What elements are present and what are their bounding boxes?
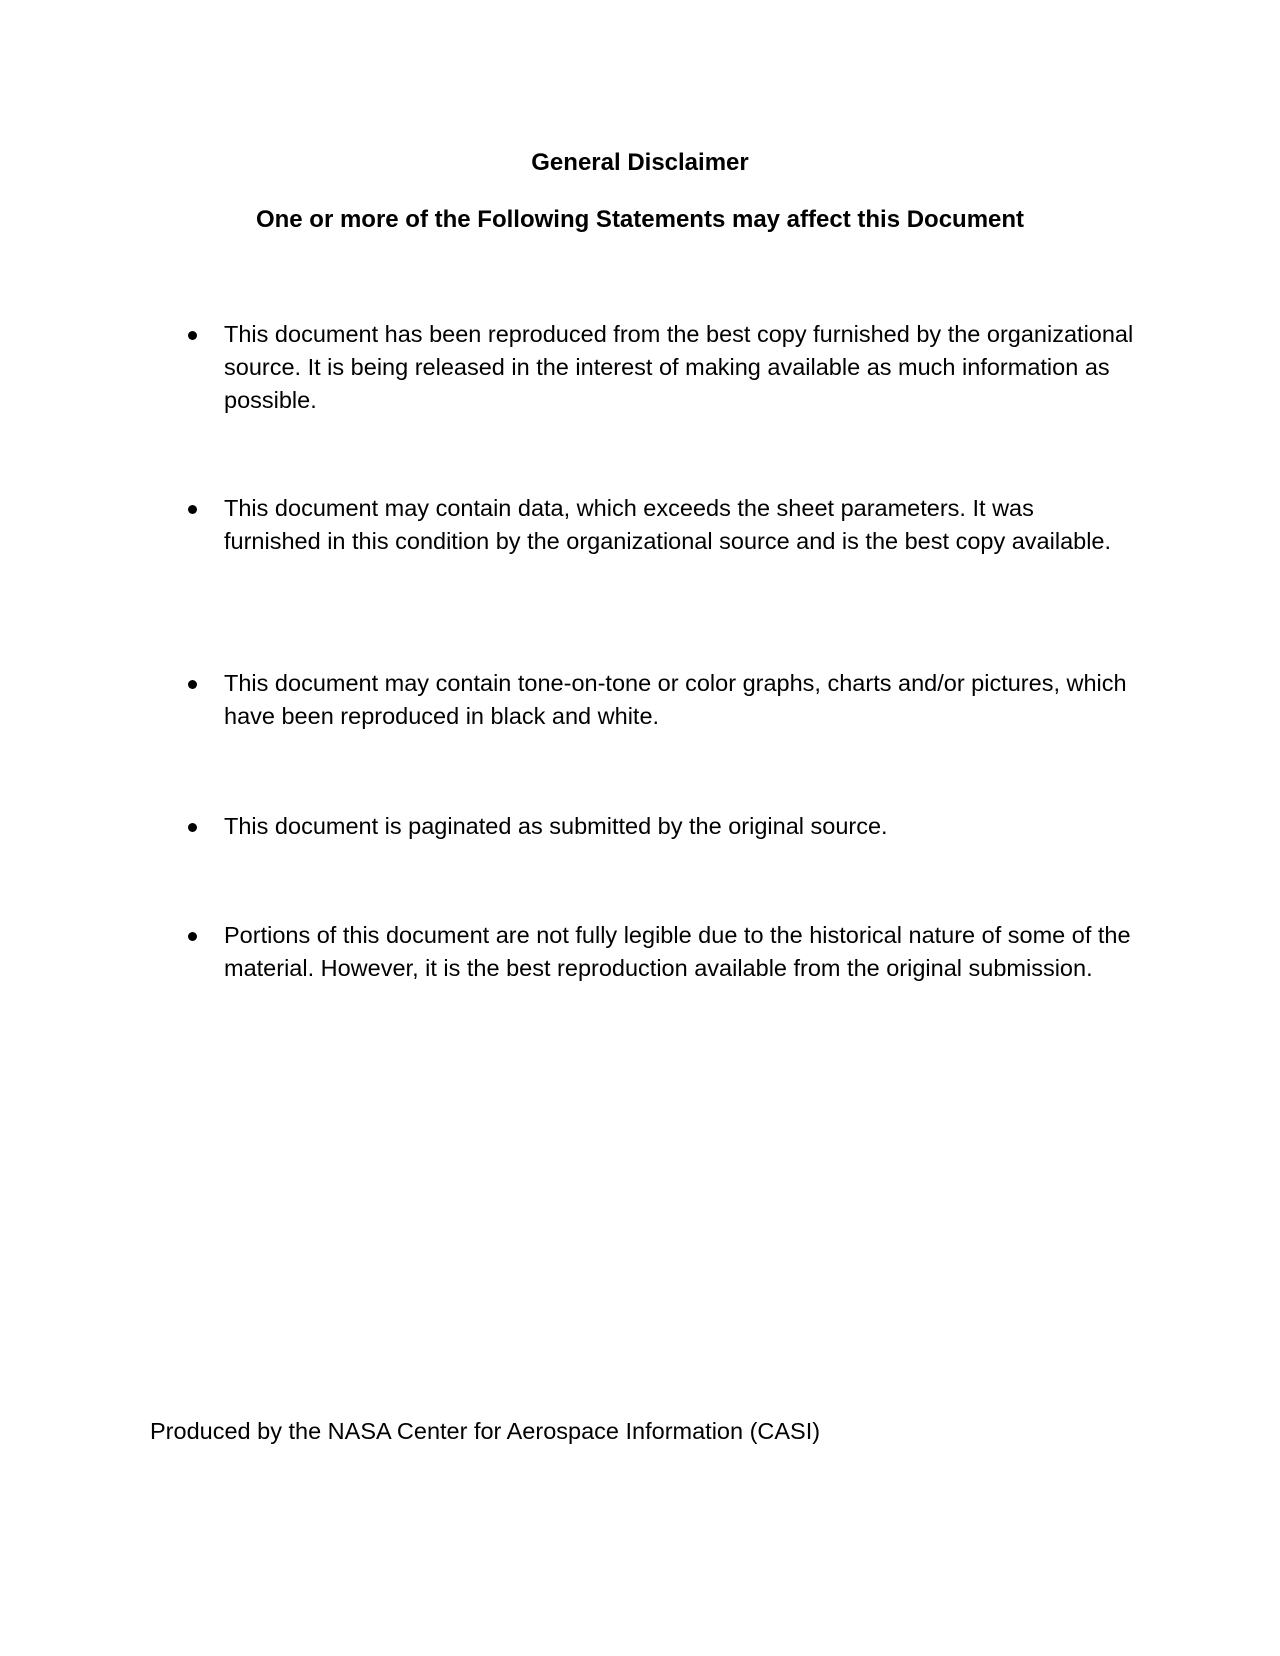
statement-text: This document is paginated as submitted by the original source. bbox=[224, 813, 888, 839]
statement-text: This document has been reproduced from the best copy furnished by the organizational source. It is being released in the interest of making available as much information as possible. bbox=[224, 321, 1134, 413]
bullet-icon bbox=[188, 932, 197, 941]
footer-credit: Produced by the NASA Center for Aerospace Information (CASI) bbox=[150, 1418, 821, 1444]
bullet-icon bbox=[188, 505, 197, 514]
bullet-icon bbox=[188, 331, 197, 340]
statement-text: This document may contain data, which exceeds the sheet parameters. It was furnished in this condition by the organizational source and is the best copy available. bbox=[224, 495, 1112, 554]
page-subtitle: One or more of the Following Statements may affect this Document bbox=[255, 206, 1025, 233]
page-title: General Disclaimer bbox=[531, 149, 749, 176]
bullet-icon bbox=[188, 680, 197, 689]
statement-text: This document may contain tone-on-tone or color graphs, charts and/or pictures, which have been reproduced in black and white. bbox=[224, 670, 1127, 729]
statement-text: Portions of this document are not fully legible due to the historical nature of some of the material. However, it is the best reproduction available from the original submission. bbox=[224, 922, 1131, 981]
bullet-icon bbox=[188, 823, 197, 832]
